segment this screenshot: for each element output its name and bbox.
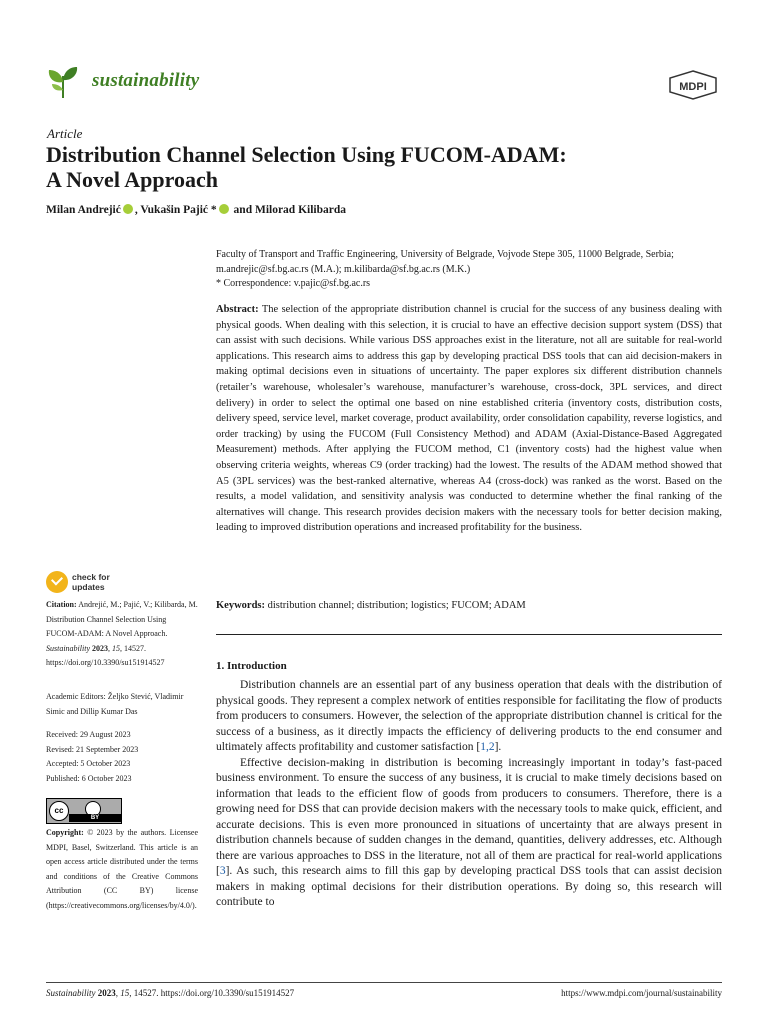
revised-date: Revised: 21 September 2023 bbox=[46, 744, 139, 754]
received-date: Received: 29 August 2023 bbox=[46, 730, 131, 739]
by-label: BY bbox=[69, 814, 121, 822]
author-pajic[interactable]: , Vukašin Pajić * bbox=[134, 204, 217, 216]
keywords-text: distribution channel; distribution; logistics; FUCOM; ADAM bbox=[267, 600, 526, 611]
footer-citation: Sustainability 2023, 15, 14527. https://doi.org/10.3390/su151914527 bbox=[46, 988, 295, 998]
citation-doi[interactable]: , 14527. https://doi.org/10.3390/su151914527 bbox=[46, 643, 165, 667]
mdpi-logo[interactable] bbox=[668, 70, 718, 100]
abstract-label: Abstract: bbox=[216, 304, 259, 315]
copyright-text: © 2023 by the authors. Licensee MDPI, Basel, Switzerland. This article is an open access article distributed under the terms and conditions of the Creative Commons Attribution (CC BY) license (https://creativecommons.org/licenses/by/4.0/). bbox=[46, 828, 199, 910]
check-updates-icon bbox=[46, 571, 68, 593]
orcid-icon[interactable] bbox=[219, 204, 229, 214]
footer-year: 2023 bbox=[97, 988, 116, 998]
paragraph: Distribution channels are an essential part of any business operation that deals with the distribution of physical goods. They represent a complex network of entities responsible for facilitating the flow of products from producers to consumers. However, the selection of the appropriate distribution channel is critical for the success of a business, as it directly impacts the efficiency of delivering products to the end consumer and ultimately affects profitability and customer satisfaction [1,2]. bbox=[216, 679, 722, 753]
check-for-updates-button[interactable] bbox=[46, 571, 126, 595]
citation-label: Citation: bbox=[46, 600, 77, 609]
cc-icon: cc bbox=[49, 801, 69, 821]
footer-journal: Sustainability bbox=[46, 988, 96, 998]
reference-link[interactable]: 3 bbox=[219, 865, 226, 877]
abstract-text: The selection of the appropriate distribution channel is crucial for the success of any business dealing with physical goods. When dealing with this selection, it is crucial to have an effective decision support system (DSS) that can assist with such decisions. While various DSS approaches exist in the literature, not all are suitable for real-world applications. This research aims to address this gap by developing practical DSS tools that can aid decision-makers in making optimal decisions even in situations of uncertainty. The paper explores six different distribution channels (retailer’s warehouse, wholesaler’s warehouse, manufacturer’s warehouse, cross-dock, 3PL services, and direct delivery) in order to select the optimal one based on nine established criteria (inventory costs, distribution costs, delivery speed, service level, market coverage, product availability, order consolidation capability, reverse logistics, and order tracking) by using the FUCOM (Full Consistency Method) and ADAM (Axial-Distance-Based Aggregated Measurement) methods. After applying the FUCOM method, C1 (inventory costs) had the highest value when observing criteria weights, whereas C9 (order tracking) had the lowest. The results of the ADAM method showed that A5 (3PL services) was the best-ranked alternative, whereas A4 (cross-dock) was ranked as the worst. Based on the results, a model validation, and sensitivity analysis was conducted to determine whether the final ranking of the alternatives will change. This research provides decision makers with the necessary tools for better decision making, leading to improved distribution operations and increased profitability for the business. bbox=[216, 304, 722, 534]
affiliations bbox=[216, 248, 724, 292]
paragraph: Effective decision-making in distribution is becoming increasingly important in today’s fast-paced business environment. To ensure the success of any business, it is crucial to make timely decisions based on information that leads to the efficient flow of goods from producers to consumers. Therefore, there is a growing need for DSS that can provide decision makers with the necessary tools to make quick, efficient, and accurate decisions. This is even more pronounced in situations of uncertainty that are always present in distribution channels because of sudden changes in the demand, quantities, delivery addresses, etc. Although there are various approaches to DSS in the literature, not all of them are practical for real-world applications [3]. As such, this research aims to fill this gap by developing practical DSS tools that can assist decision makers in making optimal decisions for their distribution operations. By doing so, this research will contribute to bbox=[216, 756, 722, 908]
accepted-date: Accepted: 5 October 2023 bbox=[46, 759, 131, 768]
updates-line-2: updates bbox=[72, 582, 105, 592]
citation-block: Citation: Andrejić, M.; Pajić, V.; Kilibarda, M. Distribution Channel Selection Using FUCOM-ADAM: A Novel Approach. Sustainability 2023, 15, 14527. https://doi.org/10.3390/su151914527 bbox=[46, 600, 198, 667]
correspondence[interactable]: * Correspondence: v.pajic@sf.bg.ac.rs bbox=[216, 278, 371, 289]
author-kilibarda[interactable]: and Milorad Kilibarda bbox=[230, 204, 347, 216]
citation-volume: 15 bbox=[112, 643, 120, 653]
citation-journal: Sustainability bbox=[46, 643, 90, 653]
title-line-1: Distribution Channel Selection Using FUCOM-ADAM: bbox=[46, 142, 567, 167]
section-divider bbox=[216, 634, 722, 635]
citation-text: Andrejić, M.; Pajić, V.; Kilibarda, M. Distribution Channel Selection Using FUCOM-ADAM: A Novel Approach. bbox=[46, 600, 198, 638]
author-list bbox=[46, 204, 346, 216]
publication-dates bbox=[46, 728, 198, 786]
reference-link[interactable]: 1,2 bbox=[480, 741, 495, 753]
title-line-2: A Novel Approach bbox=[46, 167, 218, 192]
copyright-label: Copyright: bbox=[46, 828, 84, 837]
copyright-notice bbox=[46, 826, 198, 913]
section-heading-introduction: 1. Introduction bbox=[216, 660, 287, 672]
affiliation-line: Faculty of Transport and Traffic Engineering, University of Belgrade, Vojvode Stepe 305, 11000 Belgrade, Serbia; bbox=[216, 249, 674, 260]
article-type: Article bbox=[47, 126, 83, 141]
footer-journal-url[interactable]: https://www.mdpi.com/journal/sustainability bbox=[561, 988, 722, 998]
author-andrejic[interactable]: Milan Andrejić bbox=[46, 204, 121, 216]
footer-doi[interactable]: , 14527. https://doi.org/10.3390/su151914527 bbox=[129, 988, 295, 998]
keywords-label: Keywords: bbox=[216, 600, 265, 611]
citation-year: 2023 bbox=[92, 643, 108, 653]
mdpi-logo-text: MDPI bbox=[679, 81, 707, 93]
abstract bbox=[216, 302, 722, 536]
orcid-icon[interactable] bbox=[123, 204, 133, 214]
journal-name[interactable]: sustainability bbox=[92, 70, 200, 91]
introduction-body bbox=[216, 678, 722, 911]
keywords bbox=[216, 600, 722, 611]
paper-title bbox=[46, 142, 686, 192]
sustainability-leaf-logo bbox=[46, 64, 80, 100]
footer-volume: 15 bbox=[120, 988, 130, 998]
author-emails[interactable]: m.andrejic@sf.bg.ac.rs (M.A.); m.kilibarda@sf.bg.ac.rs (M.K.) bbox=[216, 263, 471, 275]
published-date: Published: 6 October 2023 bbox=[46, 773, 132, 783]
academic-editors: Academic Editors: Željko Stević, Vladimir Simic and Dillip Kumar Das bbox=[46, 692, 184, 716]
updates-line-1: check for bbox=[72, 572, 110, 582]
cc-by-license-icon[interactable] bbox=[46, 798, 122, 824]
footer-divider bbox=[46, 982, 722, 983]
